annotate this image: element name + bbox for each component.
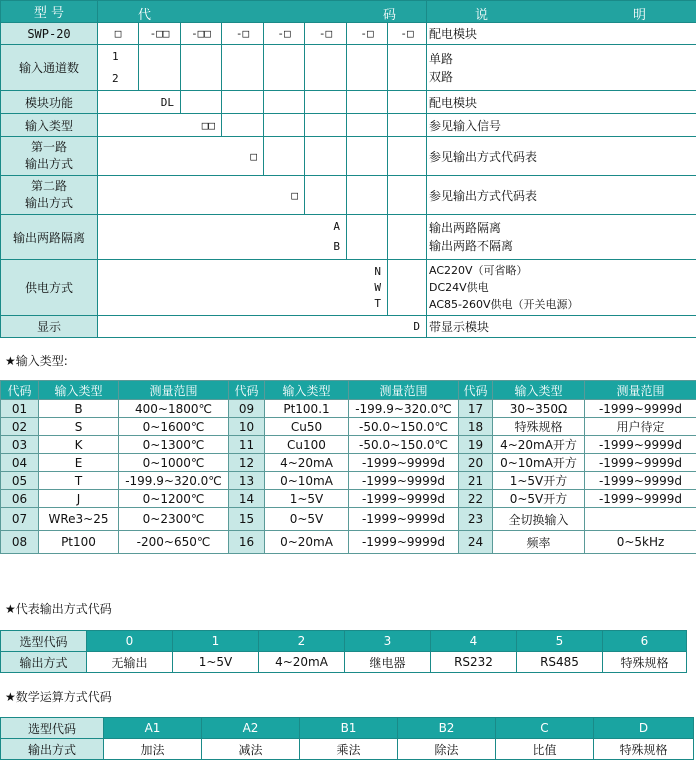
isolation-row — [1, 215, 696, 260]
input-type-name: WRe3~25 — [39, 508, 119, 531]
input-type-row — [1, 531, 696, 554]
input-type-code: 13 — [229, 472, 265, 490]
input-type-range: -1999~9999d — [585, 436, 696, 454]
input-type-range: -199.9~320.0℃ — [349, 400, 459, 418]
input-type-range: 0~1600℃ — [119, 418, 229, 436]
channels-opt2: 2 — [112, 71, 119, 85]
header-code — [98, 1, 427, 23]
input-type-code: 12 — [229, 454, 265, 472]
output-modes-label: 输出方式 — [1, 652, 87, 673]
output-mode: 4~20mA — [259, 652, 345, 673]
input-type-range: -200~650℃ — [119, 531, 229, 554]
output-code: 5 — [517, 631, 603, 652]
channels-desc2: 双路 — [429, 69, 454, 84]
input-type-row — [1, 472, 696, 490]
math-mode: 除法 — [398, 739, 496, 760]
input-type-code: 01 — [1, 400, 39, 418]
input-type-code: 23 — [459, 508, 493, 531]
input-type-name: 0~5V — [265, 508, 349, 531]
math-code: B1 — [300, 718, 398, 739]
isolation-code-b: B — [333, 240, 340, 253]
out2-label-line2: 输出方式 — [24, 196, 73, 210]
input-type-code: 19 — [459, 436, 493, 454]
input-types-header-cell: 测量范围 — [349, 381, 459, 400]
isolation-code-a: A — [333, 220, 340, 233]
input-type-code: 21 — [459, 472, 493, 490]
output-mode: 继电器 — [345, 652, 431, 673]
header-code-left: 代 — [138, 8, 152, 23]
channels-opt1: 1 — [112, 49, 119, 63]
math-codes-table — [0, 717, 694, 760]
math-code: B2 — [398, 718, 496, 739]
channels-desc1: 单路 — [429, 51, 454, 66]
output-code: 6 — [603, 631, 687, 652]
input-type-name: K — [39, 436, 119, 454]
input-type-range: -1999~9999d — [349, 454, 459, 472]
output-mode: RS232 — [431, 652, 517, 673]
out1-code: □ — [98, 137, 264, 176]
output-mode: 1~5V — [173, 652, 259, 673]
input-type-row — [1, 490, 696, 508]
math-mode: 乘法 — [300, 739, 398, 760]
power-code — [98, 260, 388, 316]
output-mode: 特殊规格 — [603, 652, 687, 673]
power-desc-n: AC220V（可省略） — [429, 264, 528, 277]
input-type-name: Cu100 — [265, 436, 349, 454]
input-type-range: 0~1200℃ — [119, 490, 229, 508]
input-types-header-cell: 输入类型 — [265, 381, 349, 400]
input-type-range: -50.0~150.0℃ — [349, 436, 459, 454]
code-slot: -□ — [264, 23, 305, 45]
input-type-range: 0~1300℃ — [119, 436, 229, 454]
input-type-range: -1999~9999d — [585, 472, 696, 490]
input-type-name: 1~5V开方 — [493, 472, 585, 490]
display-code: D — [98, 316, 427, 338]
input-type-row — [1, 436, 696, 454]
code-slot: -□ — [347, 23, 388, 45]
display-desc: 带显示模块 — [427, 316, 696, 338]
input-type-code: 15 — [229, 508, 265, 531]
code-slot: -□□ — [139, 23, 181, 45]
math-code: C — [496, 718, 594, 739]
output-code: 3 — [345, 631, 431, 652]
channels-label: 输入通道数 — [1, 45, 98, 91]
input-type-name: J — [39, 490, 119, 508]
channels-options — [98, 45, 139, 91]
input-type-code: 04 — [1, 454, 39, 472]
input-type-code: 07 — [1, 508, 39, 531]
out1-desc: 参见输出方式代码表 — [427, 137, 696, 176]
model-row — [1, 23, 696, 45]
input-types-title: ★输入类型: — [5, 354, 68, 368]
input-type-range: -1999~9999d — [585, 454, 696, 472]
out2-label-line1: 第二路 — [30, 179, 67, 193]
input-type-row — [1, 454, 696, 472]
input-type-name: 0~10mA开方 — [493, 454, 585, 472]
input-type-name: S — [39, 418, 119, 436]
power-label: 供电方式 — [1, 260, 98, 316]
model-desc: 配电模块 — [427, 23, 696, 45]
input-type-name: Pt100 — [39, 531, 119, 554]
input-type-code: 18 — [459, 418, 493, 436]
input-type-name: 1~5V — [265, 490, 349, 508]
input-type-code: 02 — [1, 418, 39, 436]
input-type-range: 0~5kHz — [585, 531, 696, 554]
input-type-name: 全切换输入 — [493, 508, 585, 531]
output-mode: 无输出 — [87, 652, 173, 673]
power-code-n: N — [374, 264, 381, 278]
input-type-name: 30~350Ω — [493, 400, 585, 418]
power-desc-t: AC85-260V供电（开关电源） — [429, 298, 579, 311]
input-type-range: 0~1000℃ — [119, 454, 229, 472]
input-type-code: 06 — [1, 490, 39, 508]
math-codes-label: 选型代码 — [1, 718, 104, 739]
out1-label-line1: 第一路 — [30, 140, 67, 154]
out2-row — [1, 176, 696, 215]
power-code-t: T — [374, 296, 381, 310]
input-type-code: 09 — [229, 400, 265, 418]
input-type-name: 4~20mA — [265, 454, 349, 472]
input-type-name: 4~20mA开方 — [493, 436, 585, 454]
main-header-row — [1, 1, 696, 23]
function-row — [1, 91, 696, 114]
input-types-header-cell: 代码 — [1, 381, 39, 400]
out2-label — [1, 176, 98, 215]
math-modes-label: 输出方式 — [1, 739, 104, 760]
input-type-name: 0~5V开方 — [493, 490, 585, 508]
input-type-code: 08 — [1, 531, 39, 554]
input-types-header-cell: 代码 — [229, 381, 265, 400]
header-desc-right: 明 — [632, 8, 646, 23]
math-codes-title: ★数学运算方式代码 — [5, 690, 112, 704]
channels-desc — [427, 45, 696, 91]
header-desc-left: 说 — [475, 8, 489, 23]
isolation-desc-b: 输出两路不隔离 — [429, 239, 514, 253]
input-types-table — [0, 380, 696, 554]
output-codes-label: 选型代码 — [1, 631, 87, 652]
input-type-code: 14 — [229, 490, 265, 508]
isolation-desc — [427, 215, 696, 260]
code-slot: -□ — [222, 23, 264, 45]
input-type-range — [585, 508, 696, 531]
output-modes-row — [1, 652, 687, 673]
power-desc — [427, 260, 696, 316]
input-type-row — [1, 418, 696, 436]
input-type-range: -50.0~150.0℃ — [349, 418, 459, 436]
math-codes-row — [1, 718, 694, 739]
input-type-range: -1999~9999d — [585, 490, 696, 508]
math-mode: 减法 — [202, 739, 300, 760]
output-codes-table — [0, 630, 687, 673]
out1-row — [1, 137, 696, 176]
input-type-name: E — [39, 454, 119, 472]
input-type-range: -1999~9999d — [349, 531, 459, 554]
input-type-row — [1, 400, 696, 418]
out2-code: □ — [98, 176, 305, 215]
input-type-name: 特殊规格 — [493, 418, 585, 436]
math-code: A1 — [104, 718, 202, 739]
input-type-range: 400~1800℃ — [119, 400, 229, 418]
output-code: 4 — [431, 631, 517, 652]
header-code-right: 码 — [382, 8, 396, 23]
power-desc-w: DC24V供电 — [429, 281, 489, 294]
code-slot: -□ — [388, 23, 427, 45]
math-mode: 比值 — [496, 739, 594, 760]
input-type-code: 24 — [459, 531, 493, 554]
input-type-code: □□ — [98, 114, 222, 137]
code-slot: -□ — [305, 23, 347, 45]
isolation-label: 输出两路隔离 — [1, 215, 98, 260]
output-code: 2 — [259, 631, 345, 652]
output-codes-row — [1, 631, 687, 652]
input-type-name: Pt100.1 — [265, 400, 349, 418]
input-type-code: 05 — [1, 472, 39, 490]
function-code: DL — [98, 91, 181, 114]
input-types-header-cell: 测量范围 — [119, 381, 229, 400]
input-types-header-cell: 代码 — [459, 381, 493, 400]
input-type-row — [1, 114, 696, 137]
input-type-name: Cu50 — [265, 418, 349, 436]
function-label: 模块功能 — [1, 91, 98, 114]
input-type-name: 0~20mA — [265, 531, 349, 554]
out2-desc: 参见输出方式代码表 — [427, 176, 696, 215]
input-type-range: 用户待定 — [585, 418, 696, 436]
input-type-range: -1999~9999d — [585, 400, 696, 418]
code-slot: -□□ — [181, 23, 222, 45]
display-row — [1, 316, 696, 338]
header-desc — [427, 1, 696, 23]
power-row — [1, 260, 696, 316]
output-codes-title: ★代表输出方式代码 — [5, 602, 112, 616]
function-desc: 配电模块 — [427, 91, 696, 114]
input-type-range: -1999~9999d — [349, 472, 459, 490]
display-label: 显示 — [1, 316, 98, 338]
input-type-code: 10 — [229, 418, 265, 436]
input-type-code: 11 — [229, 436, 265, 454]
input-type-code: 20 — [459, 454, 493, 472]
output-code: 0 — [87, 631, 173, 652]
input-type-row — [1, 508, 696, 531]
input-types-header-cell: 输入类型 — [493, 381, 585, 400]
math-mode: 特殊规格 — [594, 739, 694, 760]
math-modes-row — [1, 739, 694, 760]
power-code-w: W — [374, 280, 381, 294]
input-type-name: 0~10mA — [265, 472, 349, 490]
input-type-desc: 参见输入信号 — [427, 114, 696, 137]
input-type-label: 输入类型 — [1, 114, 98, 137]
math-code: A2 — [202, 718, 300, 739]
math-code: D — [594, 718, 694, 739]
code-slot: □ — [98, 23, 139, 45]
input-type-name: T — [39, 472, 119, 490]
input-type-range: -1999~9999d — [349, 508, 459, 531]
model-selection-table — [0, 0, 696, 338]
output-mode: RS485 — [517, 652, 603, 673]
isolation-code — [98, 215, 347, 260]
input-type-code: 22 — [459, 490, 493, 508]
channels-row — [1, 45, 696, 91]
input-type-name: B — [39, 400, 119, 418]
input-type-name: 频率 — [493, 531, 585, 554]
out1-label-line2: 输出方式 — [24, 157, 73, 171]
input-types-header-cell: 测量范围 — [585, 381, 696, 400]
input-type-code: 16 — [229, 531, 265, 554]
out1-label — [1, 137, 98, 176]
input-type-range: -199.9~320.0℃ — [119, 472, 229, 490]
input-type-code: 03 — [1, 436, 39, 454]
model-name: SWP-20 — [1, 23, 98, 45]
input-types-header — [1, 381, 696, 400]
input-type-range: 0~2300℃ — [119, 508, 229, 531]
isolation-desc-a: 输出两路隔离 — [429, 221, 502, 235]
input-types-body — [1, 400, 696, 554]
header-model: 型 号 — [1, 1, 98, 23]
input-type-code: 17 — [459, 400, 493, 418]
input-type-range: -1999~9999d — [349, 490, 459, 508]
output-code: 1 — [173, 631, 259, 652]
math-mode: 加法 — [104, 739, 202, 760]
input-types-header-cell: 输入类型 — [39, 381, 119, 400]
